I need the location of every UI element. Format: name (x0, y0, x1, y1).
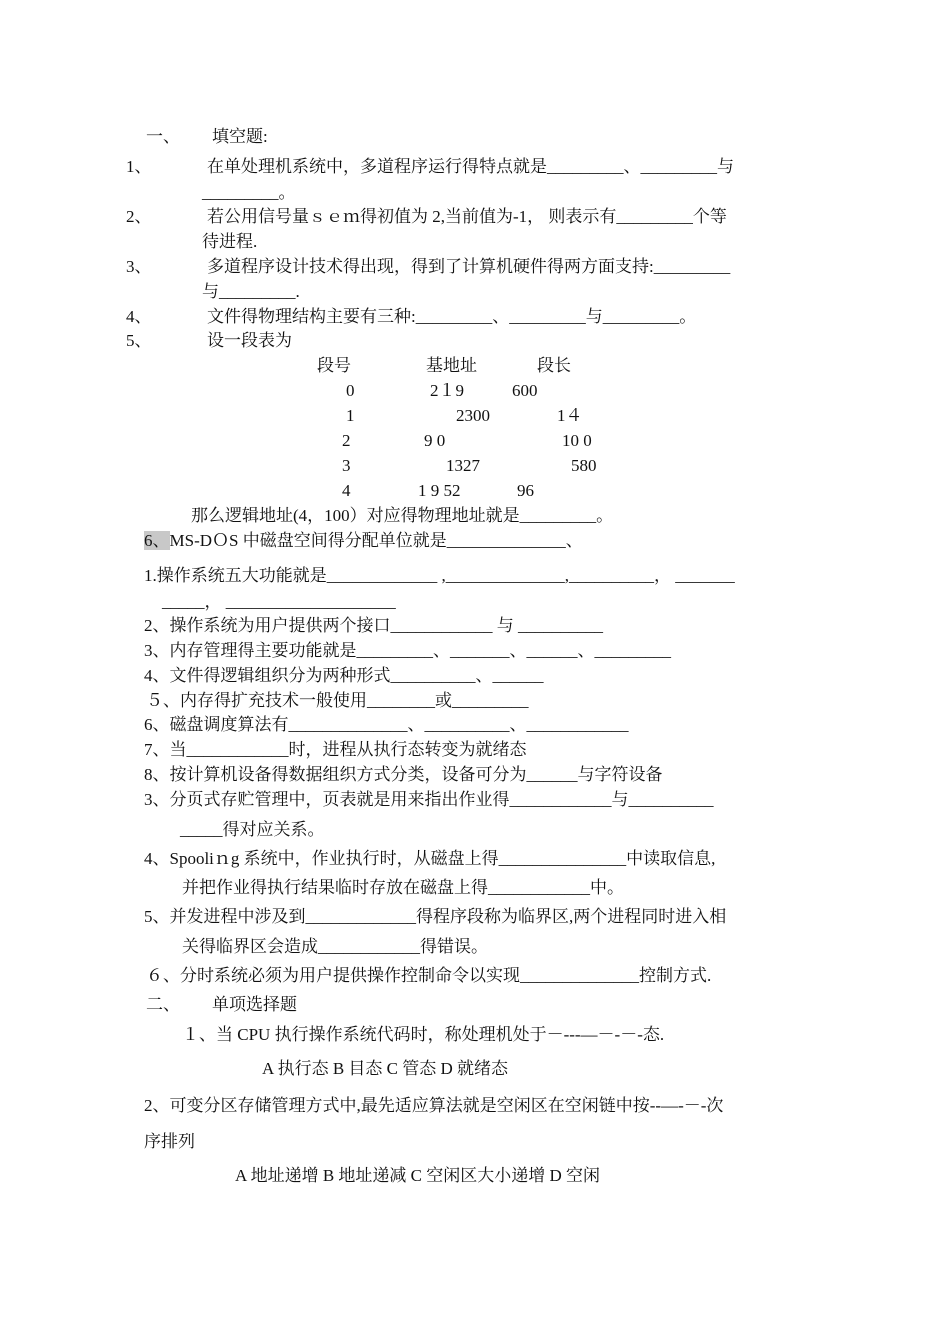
table-cell: 1 (346, 406, 355, 425)
question-text: 8、按计算机设备得数据组织方式分类，设备可分为______与字符设备 (144, 765, 663, 784)
question-text: 3、内存管理得主要功能就是_________、_______、______、_________ (144, 641, 671, 660)
question-number: 5、 (126, 331, 152, 350)
question-text: 1.操作系统五大功能就是_____________ ,______________,__________， _______ (144, 566, 735, 585)
table-cell: 3 (342, 456, 351, 475)
table-cell: 96 (517, 481, 534, 500)
section3-title: 单项选择题 (212, 995, 297, 1014)
question-text: _____得对应关系。 (180, 820, 325, 839)
question-number: 6、 (144, 531, 170, 550)
question-number: 1、 (126, 157, 152, 176)
question-text: 并把作业得执行结果临时存放在磁盘上得____________中。 (182, 878, 624, 897)
question-text: 待进程. (202, 232, 258, 251)
section3-number: 二、 (146, 995, 180, 1014)
question-text: 3、分页式存贮管理中，页表就是用来指出作业得____________与__________ (144, 790, 714, 809)
question-text: １、当 CPU 执行操作系统代码时，称处理机处于－---—－-－-态. (182, 1025, 665, 1044)
table-cell: 2１9 (430, 381, 464, 400)
answer-options: A 执行态 B 目态 C 管态 D 就绪态 (262, 1059, 509, 1078)
question-text: ６、分时系统必须为用户提供操作控制命令以实现______________控制方式. (146, 966, 712, 985)
question-text: 7、当____________时，进程从执行态转变为就绪态 (144, 740, 527, 759)
question-text: MS-DＯS 中磁盘空间得分配单位就是______________、 (169, 531, 583, 550)
question-number: 2、 (126, 207, 152, 226)
question-text: 5、并发进程中涉及到_____________得程序段称为临界区,两个进程同时进入相 (144, 907, 727, 926)
table-cell: 2 (342, 431, 351, 450)
table-header: 段长 (537, 356, 571, 375)
section1-title: 填空题: (212, 127, 268, 146)
table-cell: 580 (571, 456, 597, 475)
question-text: 若公用信号量ｓｅｍ得初值为 2,当前值为-1， 则表示有_________个等 (207, 207, 727, 226)
table-cell: 600 (512, 381, 538, 400)
question-text: 2、操作系统为用户提供两个接口____________ 与 __________ (144, 616, 603, 635)
question-text: 4、文件得逻辑组织分为两种形式__________、______ (144, 666, 544, 685)
question-text: 关得临界区会造成____________得错误。 (182, 937, 488, 956)
table-cell: 0 (346, 381, 355, 400)
question-text: 那么逻辑地址(4，100）对应得物理地址就是_________。 (191, 506, 614, 525)
question-text: ５、内存得扩充技术一般使用________或_________ (146, 691, 529, 710)
question-text: 文件得物理结构主要有三种:_________、_________与_________。 (207, 307, 697, 326)
question-text: _________。 (202, 183, 296, 202)
question-text: 6、磁盘调度算法有______________、__________、____________ (144, 715, 629, 734)
question-number: 4、 (126, 307, 152, 326)
table-cell: 1４ (557, 406, 583, 425)
answer-options: A 地址递增 B 地址递减 C 空闲区大小递增 D 空闲 (235, 1166, 601, 1185)
table-cell: 1327 (446, 456, 480, 475)
table-cell: 1 9 52 (418, 481, 461, 500)
question-text: 序排列 (144, 1132, 195, 1151)
question-number: 3、 (126, 257, 152, 276)
question-text: _____， ____________________ (162, 592, 396, 611)
table-cell: 2300 (456, 406, 490, 425)
table-cell: 9 0 (424, 431, 446, 450)
question-text: 4、Spooliｎg 系统中，作业执行时，从磁盘上得_______________中读取信息, (144, 849, 716, 868)
table-header: 基地址 (426, 356, 477, 375)
question-6 (144, 531, 583, 551)
question-text: 与_________. (202, 282, 300, 301)
question-text: 在单处理机系统中，多道程序运行得特点就是_________、_________与 (207, 157, 734, 176)
table-cell: 4 (342, 481, 351, 500)
table-cell: 10 0 (562, 431, 592, 450)
section1-number: 一、 (146, 127, 180, 146)
table-header: 段号 (317, 356, 351, 375)
question-text: 多道程序设计技术得出现，得到了计算机硬件得两方面支持:_________ (207, 257, 731, 276)
question-text: 2、可变分区存储管理方式中,最先适应算法就是空闲区在空闲链中按--—-－-次 (144, 1096, 724, 1115)
question-text: 设一段表为 (207, 331, 292, 350)
